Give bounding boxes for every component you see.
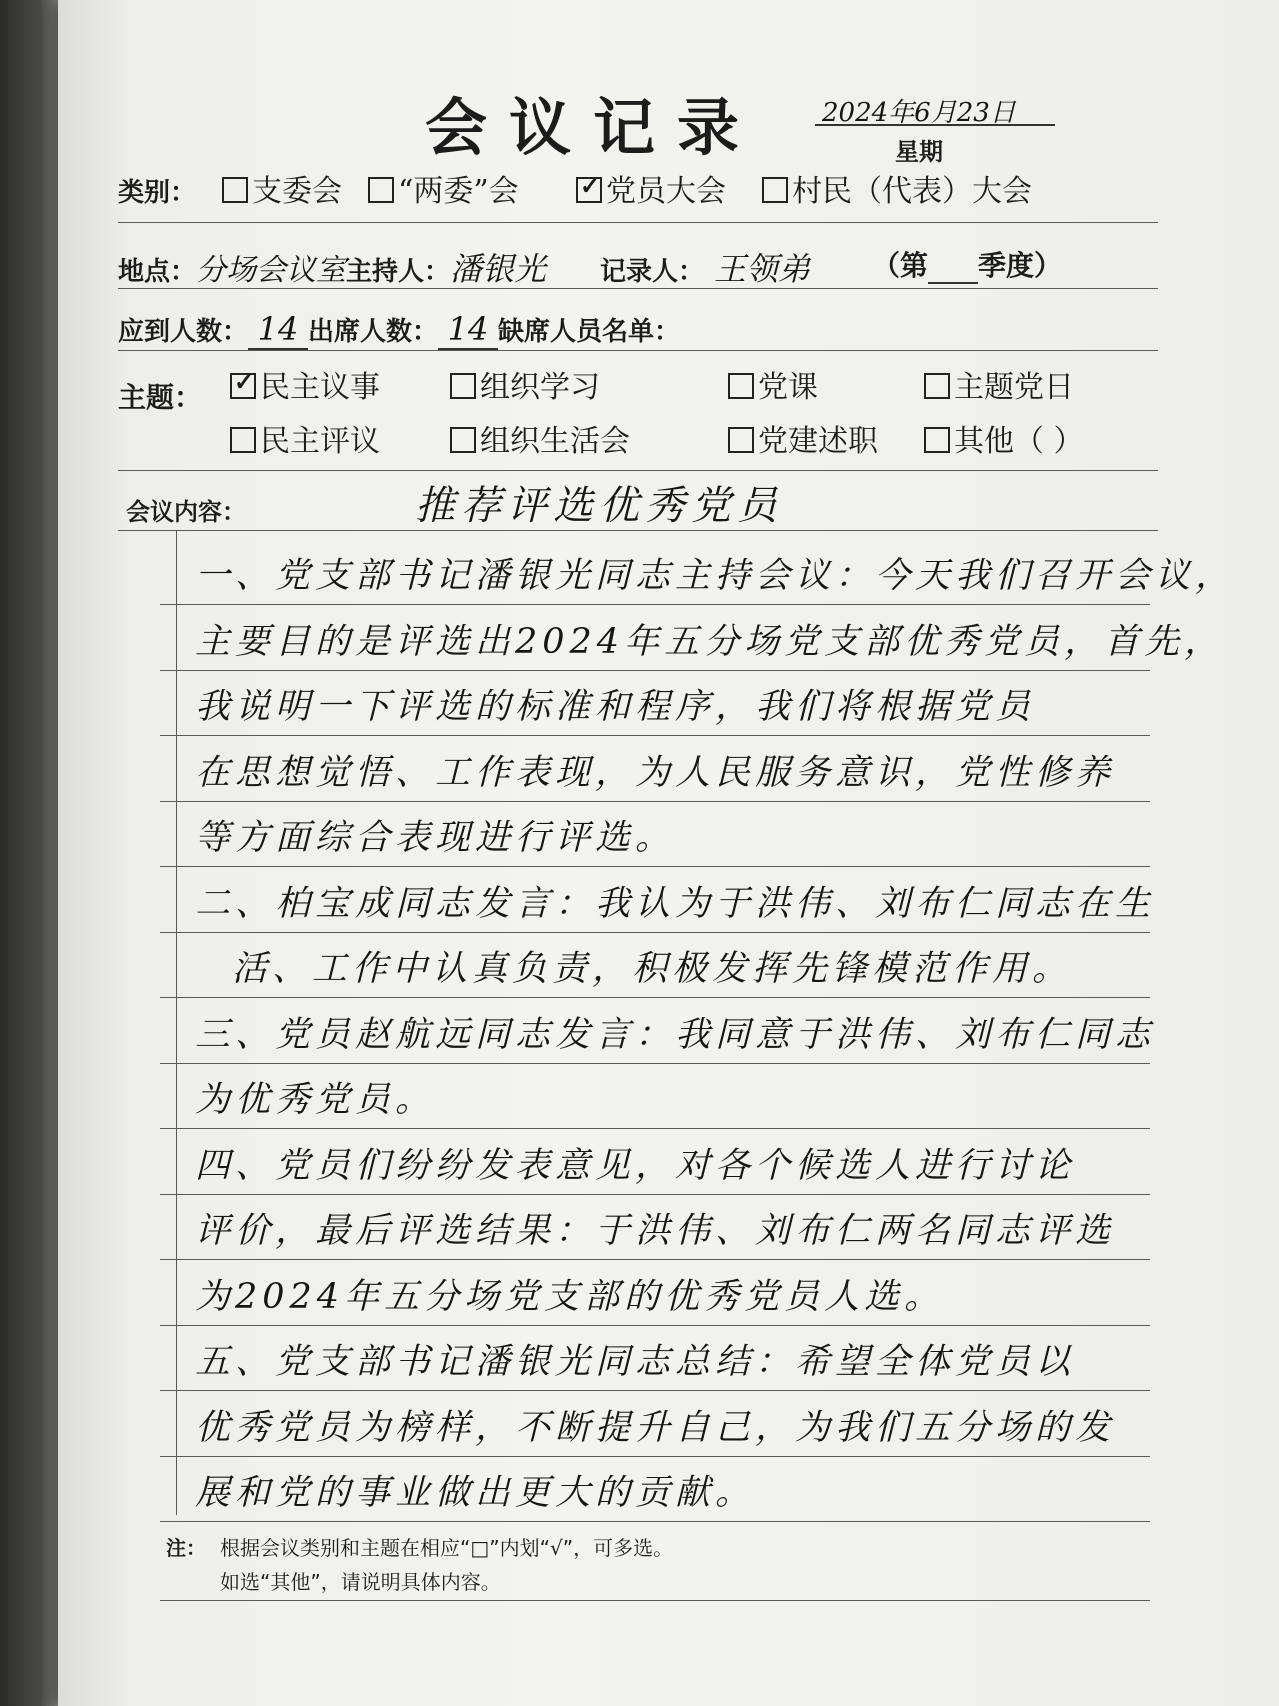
- theme-option-6[interactable]: [450, 416, 630, 460]
- option-label: 民主议事: [260, 370, 380, 405]
- note-label: 注：: [166, 1536, 206, 1560]
- rule-line: [160, 670, 1150, 671]
- quarter-field: [872, 244, 1062, 284]
- rule-line: [160, 801, 1150, 802]
- location-label: 地点：: [118, 257, 197, 287]
- checkbox[interactable]: [924, 427, 950, 453]
- rule-line: [160, 735, 1150, 736]
- category-label: 类别：: [118, 178, 197, 208]
- theme-label: 主题：: [118, 381, 203, 414]
- absent-label: 缺席人员名单：: [498, 317, 681, 347]
- rule-line: [160, 604, 1150, 605]
- content-line: 一、党支部书记潘银光同志主持会议：今天我们召开会议，: [195, 556, 1236, 596]
- checkbox[interactable]: [450, 373, 476, 399]
- notebook-spine: [0, 0, 58, 1706]
- checkbox[interactable]: [728, 427, 754, 453]
- theme-option-5[interactable]: [230, 416, 380, 460]
- option-label: 村民（代表）大会: [792, 174, 1032, 209]
- rule-line: [118, 288, 1158, 289]
- category-option-2[interactable]: [368, 166, 519, 210]
- quarter-suffix: 季度）: [978, 249, 1063, 282]
- recorder-group: [600, 244, 810, 290]
- option-label: 其他（ ）: [954, 424, 1084, 459]
- expected-count: 14: [248, 310, 308, 350]
- note-line-2: 如选“其他”，请说明具体内容。: [220, 1570, 501, 1594]
- option-label: 主题党日: [954, 370, 1074, 405]
- info-row: [118, 244, 546, 290]
- host-value: 潘银光: [450, 250, 547, 288]
- checkbox[interactable]: [230, 373, 256, 399]
- option-label: 党员大会: [606, 174, 726, 209]
- rule-line: [160, 1325, 1150, 1326]
- rule-line: [160, 1600, 1150, 1601]
- checkbox[interactable]: [762, 177, 788, 203]
- checkbox[interactable]: [368, 177, 394, 203]
- rule-line: [160, 1128, 1150, 1129]
- checkbox[interactable]: [728, 373, 754, 399]
- rule-line: [118, 222, 1158, 223]
- content-line: 四、党员们纷纷发表意见，对各个候选人进行讨论: [195, 1145, 1076, 1186]
- rule-line: [160, 1521, 1150, 1522]
- rule-line: [160, 1259, 1150, 1260]
- option-label: 民主评议: [260, 424, 380, 459]
- content-line: 活、工作中认真负责，积极发挥先锋模范作用。: [232, 949, 1073, 989]
- quarter-blank[interactable]: [928, 249, 978, 284]
- theme-option-7[interactable]: [728, 416, 878, 460]
- rule-line: [160, 866, 1150, 867]
- present-label: 出席人数：: [308, 317, 439, 347]
- weekday-label: 星期: [895, 137, 943, 166]
- option-label: 组织生活会: [480, 424, 630, 459]
- margin-line: [176, 530, 177, 1515]
- content-line: 展和党的事业做出更大的贡献。: [195, 1473, 756, 1513]
- category-option-3[interactable]: [576, 166, 726, 210]
- rule-line: [160, 1390, 1150, 1391]
- rule-line: [118, 350, 1158, 351]
- location-value: 分场会议室: [196, 253, 347, 288]
- host-label: 主持人：: [346, 257, 451, 287]
- rule-line: [160, 1194, 1150, 1195]
- recorder-value: 王领弟: [714, 250, 811, 288]
- theme-option-2[interactable]: [450, 362, 600, 406]
- meeting-date: 2024年6月23日: [822, 98, 1016, 128]
- meeting-subject: 推荐评选优秀党员: [415, 483, 783, 529]
- content-line: 主要目的是评选出2024年五分场党支部优秀党员，首先，: [195, 621, 1225, 662]
- content-line: 三、党员赵航远同志发言：我同意于洪伟、刘布仁同志: [195, 1014, 1156, 1055]
- recorder-label: 记录人：: [600, 257, 705, 287]
- note-line-1: 根据会议类别和主题在相应“□”内划“√”，可多选。: [220, 1536, 674, 1560]
- rule-line: [160, 1456, 1150, 1457]
- theme-option-1[interactable]: [230, 362, 380, 406]
- rule-line: [160, 997, 1150, 998]
- rule-line: [160, 932, 1150, 933]
- content-label: 会议内容：: [126, 498, 246, 526]
- expected-label: 应到人数：: [118, 317, 249, 347]
- content-line: 二、柏宝成同志发言：我认为于洪伟、刘布仁同志在生: [195, 883, 1156, 924]
- page-title: 会议记录: [425, 91, 762, 164]
- rule-line: [118, 530, 1158, 531]
- option-label: “两委”会: [398, 174, 519, 209]
- theme-option-4[interactable]: [924, 362, 1074, 406]
- category-option-1[interactable]: [222, 166, 342, 210]
- theme-option-3[interactable]: [728, 362, 818, 406]
- content-line: 为2024年五分场党支部的优秀党员人选。: [195, 1276, 945, 1317]
- content-line: 在思想觉悟、工作表现，为人民服务意识，党性修养: [195, 752, 1116, 793]
- checkbox[interactable]: [576, 177, 602, 203]
- checkbox[interactable]: [924, 373, 950, 399]
- present-count: 14: [438, 310, 498, 350]
- content-line: 我说明一下评选的标准和程序，我们将根据党员: [195, 687, 1036, 727]
- theme-option-8[interactable]: [924, 416, 1084, 460]
- checkbox[interactable]: [450, 427, 476, 453]
- option-label: 党课: [758, 370, 818, 405]
- content-line: 评价，最后评选结果：于洪伟、刘布仁两名同志评选: [195, 1211, 1116, 1251]
- attendance-row: [118, 310, 680, 350]
- checkbox[interactable]: [222, 177, 248, 203]
- date-underline: [815, 124, 1055, 126]
- option-label: 党建述职: [758, 424, 878, 459]
- option-label: 支委会: [252, 174, 342, 209]
- content-line: 为优秀党员。: [195, 1080, 436, 1120]
- category-row: [118, 172, 196, 209]
- option-label: 组织学习: [480, 370, 600, 405]
- category-option-4[interactable]: [762, 166, 1032, 210]
- rule-line: [160, 1063, 1150, 1064]
- rule-line: [118, 470, 1158, 471]
- content-line: 五、党支部书记潘银光同志总结：希望全体党员以: [195, 1342, 1076, 1382]
- content-line: 等方面综合表现进行评选。: [195, 818, 676, 858]
- quarter-prefix: （第: [872, 249, 929, 282]
- content-line: 优秀党员为榜样，不断提升自己，为我们五分场的发: [195, 1407, 1116, 1448]
- checkbox[interactable]: [230, 427, 256, 453]
